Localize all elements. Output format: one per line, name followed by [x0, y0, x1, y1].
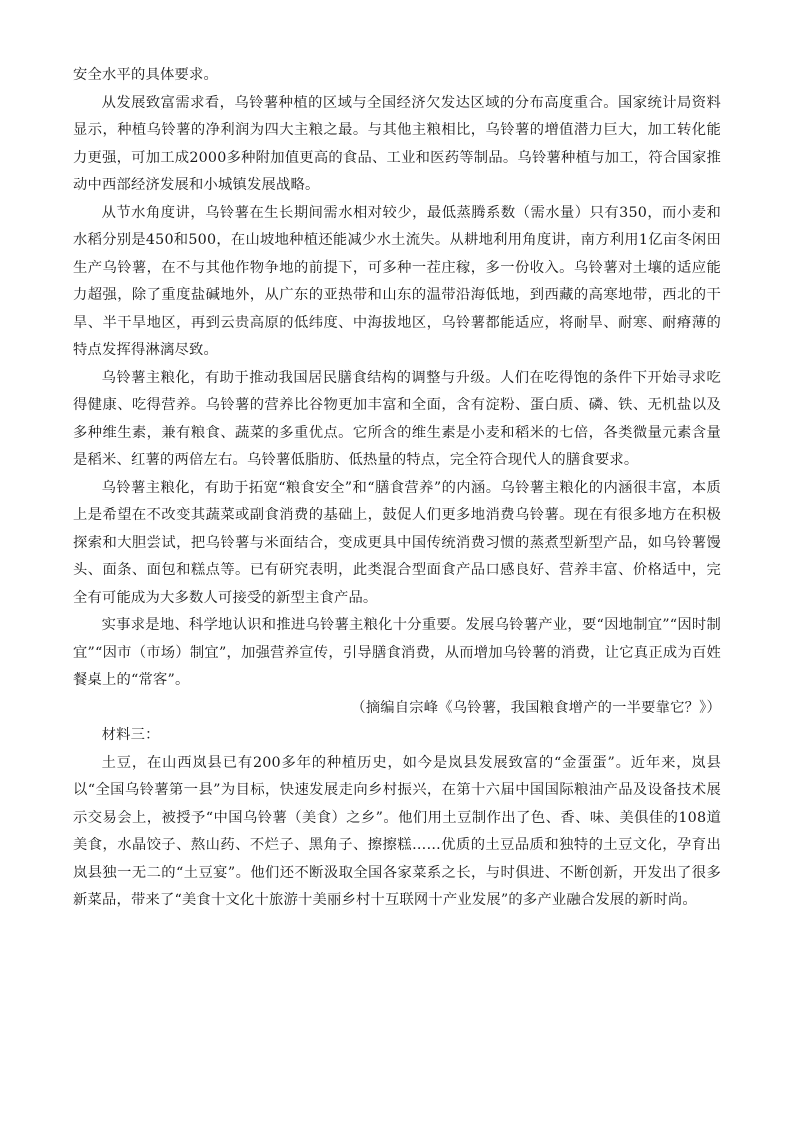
paragraph-scientific-approach: 实事求是地、科学地认识和推进乌铃薯主粮化十分重要。发展乌铃薯产业，要“因地制宜”“因时制宜”“因市（市场）制宜”，加强营养宣传，引导膳食消费，从而增加乌铃薯的消费，让它真正成为百姓餐桌上的“常客”。	[73, 617, 721, 688]
paragraph-lanxian-potato: 土豆，在山西岚县已有200多年的种植历史，如今是岚县发展致富的“金蛋蛋”。近年来，岚县以“全国乌铃薯第一县”为目标，快速发展走向乡村振兴，在第十六届中国国际粮油产品及设备技术展示交易会上，被授予“中国乌铃薯（美食）之乡”。他们用土豆制作出了色、香、味、美俱佳的108道美食，水晶饺子、熬山药、不烂子、黑角子、擦擦糕……优质的土豆品质和独特的土豆文化，孕育出岚县独一无二的“土豆宴”。他们还不断汲取全国各家菜系之长，与时俱进、不断创新，开发出了很多新菜品，带来了“美食十文化十旅游十美丽乡村十互联网十产业发展”的多产业融合发展的新时尚。	[73, 754, 721, 908]
paragraph-water-saving: 从节水角度讲，乌铃薯在生长期间需水相对较少，最低蒸腾系数（需水量）只有350，而小麦和水稻分别是450和500，在山坡地种植还能减少水土流失。从耕地利用角度讲，南方利用1亿亩冬闲田生产乌铃薯，在不与其他作物争地的前提下，可多种一茬庄稼，多一份收入。乌铃薯对土壤的适应能力超强，除了重度盐碱地外，从广东的亚热带和山东的温带沿海低地，到西藏的高寒地带，西北的干旱、半干旱地区，再到云贵高原的低纬度、中海拔地区，乌铃薯都能适应，将耐旱、耐寒、耐瘠薄的特点发挥得淋漓尽致。	[73, 204, 721, 358]
document-page	[73, 62, 721, 915]
paragraph-continuation: 安全水平的具体要求。	[73, 67, 218, 83]
material-label: 材料三：	[101, 727, 160, 743]
paragraph-diet-structure: 乌铃薯主粮化，有助于推动我国居民膳食结构的调整与升级。人们在吃得饱的条件下开始寻求吃得健康、吃得营养。乌铃薯的营养比谷物更加丰富和全面，含有淀粉、蛋白质、磷、铁、无机盐以及多种维生素，兼有粮食、蔬菜的多重优点。它所含的维生素是小麦和稻米的七倍，各类微量元素含量是稻米、红薯的两倍左右。乌铃薯低脂肪、低热量的特点，完全符合现代人的膳食要求。	[73, 369, 721, 468]
paragraph-food-security: 乌铃薯主粮化，有助于拓宽“粮食安全”和“膳食营养”的内涵。乌铃薯主粮化的内涵很丰富，本质上是希望在不改变其蔬菜或副食消费的基础上，鼓促人们更多地消费乌铃薯。现在有很多地方在积极探索和大胆尝试，把乌铃薯与米面结合，变成更具中国传统消费习惯的蒸煮型新型产品，如乌铃薯馒头、面条、面包和糕点等。已有研究表明，此类混合型面食产品口感良好、营养丰富、价格适中，完全有可能成为大多数人可接受的新型主食产品。	[73, 479, 721, 606]
paragraph-development-demand: 从发展致富需求看，乌铃薯种植的区域与全国经济欠发达区域的分布高度重合。国家统计局资料显示，种植乌铃薯的净利润为四大主粮之最。与其他主粮相比，乌铃薯的增值潜力巨大，加工转化能力更强，可加工成2000多种附加值更高的食品、工业和医药等制品。乌铃薯种植与加工，符合国家推动中西部经济发展和小城镇发展战略。	[73, 94, 721, 193]
source-citation: （摘编自宗峰《乌铃薯，我国粮食增产的一半要靠它？》）	[351, 699, 721, 716]
